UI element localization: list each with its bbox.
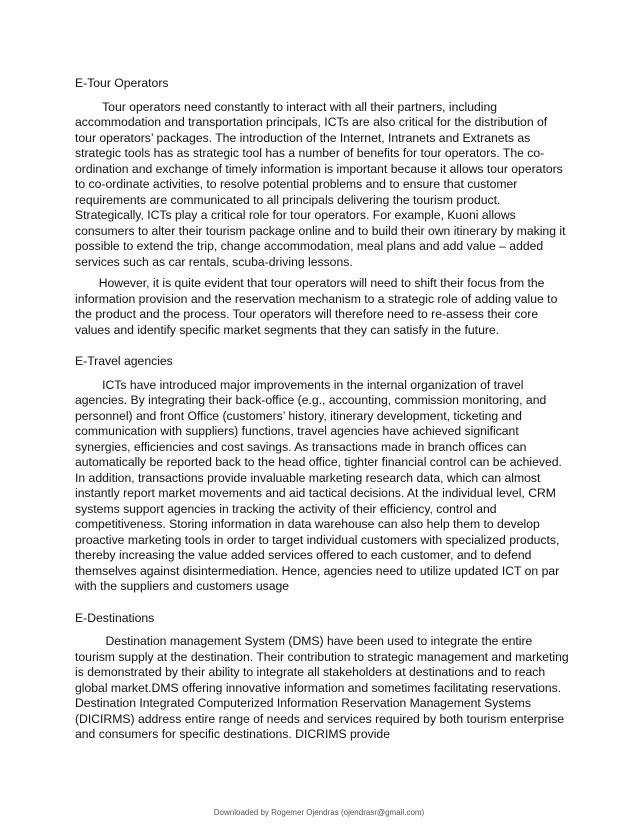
section-heading: E-Destinations [75, 610, 155, 625]
paragraph: However, it is quite evident that tour operators will need to shift their focus from the information provision and the reservation mechanism to a strategic role of adding value to the product and the process. Tour operators will therefore need to re-assess their core values and identify specific market segments that they can satisfy in the future. [75, 276, 561, 337]
section-heading: E-Tour Operators [75, 76, 169, 90]
section-e-tour-operators [75, 76, 570, 338]
download-footer: Downloaded by Rogemer Ojendras (ojendrasr@gmail.com) [213, 808, 425, 817]
paragraph: Tour operators need constantly to interact with all their partners, including accommodation and transportation principals, ICTs are also critical for the distribution of tour operators’ packages. The introduction of the Internet, Intranets and Extranets as strategic tools has as strategic tool has a number of benefits for tour operators. The co-ordination and exchange of timely information is important because it allows tour operators to co-ordinate activities, to resolve potential problems and to ensure that customer requirements are communicated to all principals delivering the tourism product. Strategically, ICTs play a critical role for tour operators. For example, Kuoni allows consumers to alter their tourism package online and to build their own itinerary by making it possible to extend the trip, change accommodation, meal plans and add value – added services such as car rentals, scuba-driving lessons. [75, 99, 569, 269]
document-page [75, 76, 573, 759]
section-heading: E-Travel agencies [75, 354, 173, 368]
section-e-destinations [75, 610, 573, 743]
paragraph: Destination management System (DMS) have been used to integrate the entire tourism supply at the destination. Their contribution to strategic management and marketing is demonstrated by their ability to integrate all stakeholders at destinations and to reach global market.DMS offering innovative information and sometimes facilitating reservations. Destination Integrated Computerized Information Reservation Management Systems (DICIRMS) address entire range of needs and services required by both tourism enterprise and consumers for specific destinations. DICRIMS provide [75, 634, 573, 741]
paragraph: ICTs have introduced major improvements in the internal organization of travel agencies. By integrating their back-office (e.g., accounting, commission monitoring, and personnel) and front Office (customers’ history, itinerary development, ticketing and communication with suppliers) functions, travel agencies have achieved significant synergies, efficiencies and cost savings. As transactions made in branch offices can automatically be reported back to the head office, tighter financial control can be achieved. In addition, transactions provide invaluable marketing research data, which can almost instantly report market movements and aid tactical decisions. At the individual level, CRM systems support agencies in tracking the activity of their efficiency, control and competitiveness. Storing information in data warehouse can also help them to develop proactive marketing tools in order to target individual customers with specialized products, thereby increasing the value added services offered to each customer, and to defend themselves against disintermediation. Hence, agencies need to utilize updated ICT on par with the suppliers and customers usage [75, 377, 566, 593]
section-e-travel-agencies [75, 354, 570, 595]
